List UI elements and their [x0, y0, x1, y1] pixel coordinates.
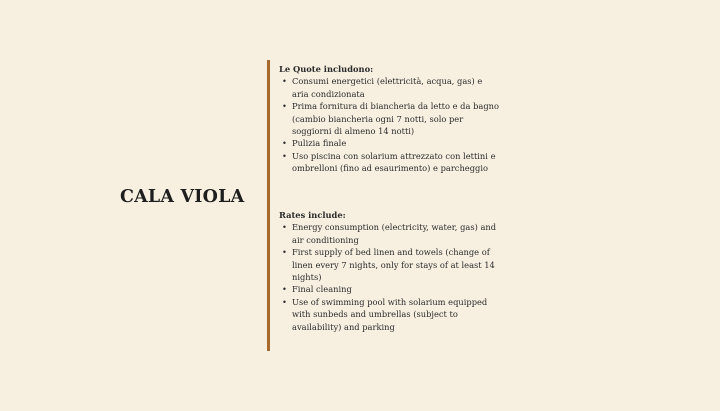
- english-list: [279, 221, 501, 333]
- english-heading: Rates include:: [279, 210, 346, 220]
- list-item: • Consumi energetici (elettricità, acqua, gas) e aria condizionata: [279, 75, 501, 100]
- vertical-divider: [267, 60, 270, 351]
- property-title: CALA VIOLA: [120, 187, 245, 207]
- list-item: • Pulizia finale: [279, 137, 501, 149]
- list-item: • Use of swimming pool with solarium equipped with sunbeds and umbrellas (subject to availability) and parking: [279, 296, 501, 333]
- english-rates-section: [279, 209, 501, 333]
- list-item: • First supply of bed linen and towels (change of linen every 7 nights, only for stays of at least 14 nights): [279, 246, 501, 283]
- list-item: • Uso piscina con solarium attrezzato con lettini e ombrelloni (fino ad esaurimento) e parcheggio: [279, 150, 501, 175]
- list-item: • Energy consumption (electricity, water, gas) and air conditioning: [279, 221, 501, 246]
- list-item: • Final cleaning: [279, 283, 501, 295]
- italian-rates-section: [279, 63, 501, 175]
- italian-heading: Le Quote includono:: [279, 64, 374, 74]
- list-item: • Prima fornitura di biancheria da letto e da bagno (cambio biancheria ogni 7 notti, solo per soggiorni di almeno 14 notti): [279, 100, 501, 137]
- italian-list: [279, 75, 501, 174]
